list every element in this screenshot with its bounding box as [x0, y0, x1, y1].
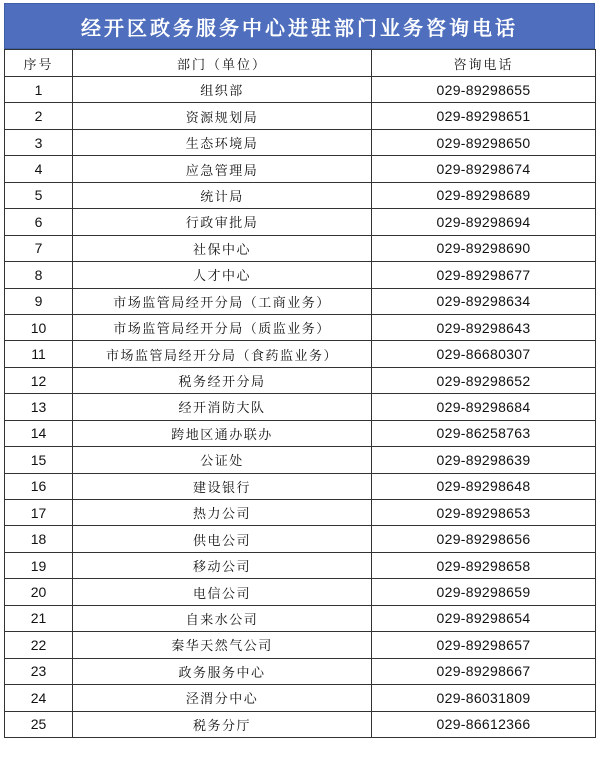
table-row: [5, 473, 596, 499]
table-row: [5, 711, 596, 737]
table-row: [5, 526, 596, 552]
department-cell: 人才中心: [73, 262, 372, 288]
row-number-cell: 25: [5, 711, 73, 737]
department-cell: 建设银行: [73, 473, 372, 499]
phone-cell: 029-89298653: [372, 500, 596, 526]
row-number-cell: 3: [5, 129, 73, 155]
department-cell: 组织部: [73, 77, 372, 103]
department-cell: 市场监管局经开分局（食药监业务）: [73, 341, 372, 367]
row-number-cell: 10: [5, 314, 73, 340]
row-number-cell: 15: [5, 447, 73, 473]
row-number-cell: 17: [5, 500, 73, 526]
department-cell: 行政审批局: [73, 209, 372, 235]
phone-directory-table: [4, 49, 596, 738]
department-cell: 生态环境局: [73, 129, 372, 155]
table-row: [5, 632, 596, 658]
phone-cell: 029-86258763: [372, 420, 596, 446]
row-number-cell: 6: [5, 209, 73, 235]
table-row: [5, 500, 596, 526]
page-title: 经开区政务服务中心进驻部门业务咨询电话: [4, 3, 595, 49]
phone-cell: 029-89298639: [372, 447, 596, 473]
table-row: [5, 314, 596, 340]
department-cell: 税务经开分局: [73, 367, 372, 393]
table-row: [5, 262, 596, 288]
table-row: [5, 394, 596, 420]
table-row: [5, 420, 596, 446]
table-row: [5, 579, 596, 605]
department-cell: 经开消防大队: [73, 394, 372, 420]
table-row: [5, 447, 596, 473]
row-number-cell: 8: [5, 262, 73, 288]
row-number-cell: 7: [5, 235, 73, 261]
phone-cell: 029-89298634: [372, 288, 596, 314]
table-row: [5, 552, 596, 578]
department-cell: 秦华天然气公司: [73, 632, 372, 658]
table-row: [5, 129, 596, 155]
phone-cell: 029-89298650: [372, 129, 596, 155]
header-cell-phone: 咨询电话: [372, 50, 596, 77]
department-cell: 公证处: [73, 447, 372, 473]
department-cell: 资源规划局: [73, 103, 372, 129]
table-row: [5, 156, 596, 182]
table-row: [5, 605, 596, 631]
table-row: [5, 288, 596, 314]
phone-cell: 029-89298690: [372, 235, 596, 261]
phone-cell: 029-89298659: [372, 579, 596, 605]
department-cell: 泾渭分中心: [73, 685, 372, 711]
row-number-cell: 19: [5, 552, 73, 578]
phone-cell: 029-89298651: [372, 103, 596, 129]
table-row: [5, 235, 596, 261]
phone-cell: 029-89298689: [372, 182, 596, 208]
phone-cell: 029-89298656: [372, 526, 596, 552]
phone-cell: 029-86031809: [372, 685, 596, 711]
table-body: [5, 77, 596, 738]
phone-cell: 029-89298657: [372, 632, 596, 658]
header-cell-number: 序号: [5, 50, 73, 77]
phone-cell: 029-86612366: [372, 711, 596, 737]
table-row: [5, 658, 596, 684]
department-cell: 跨地区通办联办: [73, 420, 372, 446]
phone-directory-document: [4, 3, 595, 778]
phone-cell: 029-89298667: [372, 658, 596, 684]
table-header: [5, 50, 596, 77]
table-row: [5, 77, 596, 103]
phone-cell: 029-89298674: [372, 156, 596, 182]
row-number-cell: 18: [5, 526, 73, 552]
phone-cell: 029-89298654: [372, 605, 596, 631]
phone-cell: 029-89298694: [372, 209, 596, 235]
row-number-cell: 23: [5, 658, 73, 684]
table-row: [5, 103, 596, 129]
row-number-cell: 2: [5, 103, 73, 129]
table-row: [5, 209, 596, 235]
row-number-cell: 1: [5, 77, 73, 103]
header-cell-department: 部门（单位）: [73, 50, 372, 77]
table-row: [5, 182, 596, 208]
row-number-cell: 12: [5, 367, 73, 393]
row-number-cell: 24: [5, 685, 73, 711]
row-number-cell: 9: [5, 288, 73, 314]
department-cell: 市场监管局经开分局（质监业务）: [73, 314, 372, 340]
table-row: [5, 367, 596, 393]
row-number-cell: 22: [5, 632, 73, 658]
department-cell: 社保中心: [73, 235, 372, 261]
row-number-cell: 5: [5, 182, 73, 208]
row-number-cell: 21: [5, 605, 73, 631]
phone-cell: 029-86680307: [372, 341, 596, 367]
table-row: [5, 341, 596, 367]
phone-cell: 029-89298655: [372, 77, 596, 103]
table-row: [5, 685, 596, 711]
department-cell: 统计局: [73, 182, 372, 208]
department-cell: 电信公司: [73, 579, 372, 605]
phone-cell: 029-89298658: [372, 552, 596, 578]
department-cell: 应急管理局: [73, 156, 372, 182]
department-cell: 移动公司: [73, 552, 372, 578]
row-number-cell: 4: [5, 156, 73, 182]
department-cell: 市场监管局经开分局（工商业务）: [73, 288, 372, 314]
phone-cell: 029-89298648: [372, 473, 596, 499]
row-number-cell: 16: [5, 473, 73, 499]
row-number-cell: 20: [5, 579, 73, 605]
phone-cell: 029-89298643: [372, 314, 596, 340]
row-number-cell: 14: [5, 420, 73, 446]
row-number-cell: 13: [5, 394, 73, 420]
department-cell: 热力公司: [73, 500, 372, 526]
row-number-cell: 11: [5, 341, 73, 367]
department-cell: 税务分厅: [73, 711, 372, 737]
phone-cell: 029-89298677: [372, 262, 596, 288]
department-cell: 政务服务中心: [73, 658, 372, 684]
phone-cell: 029-89298684: [372, 394, 596, 420]
header-row: [5, 50, 596, 77]
department-cell: 自来水公司: [73, 605, 372, 631]
phone-cell: 029-89298652: [372, 367, 596, 393]
department-cell: 供电公司: [73, 526, 372, 552]
